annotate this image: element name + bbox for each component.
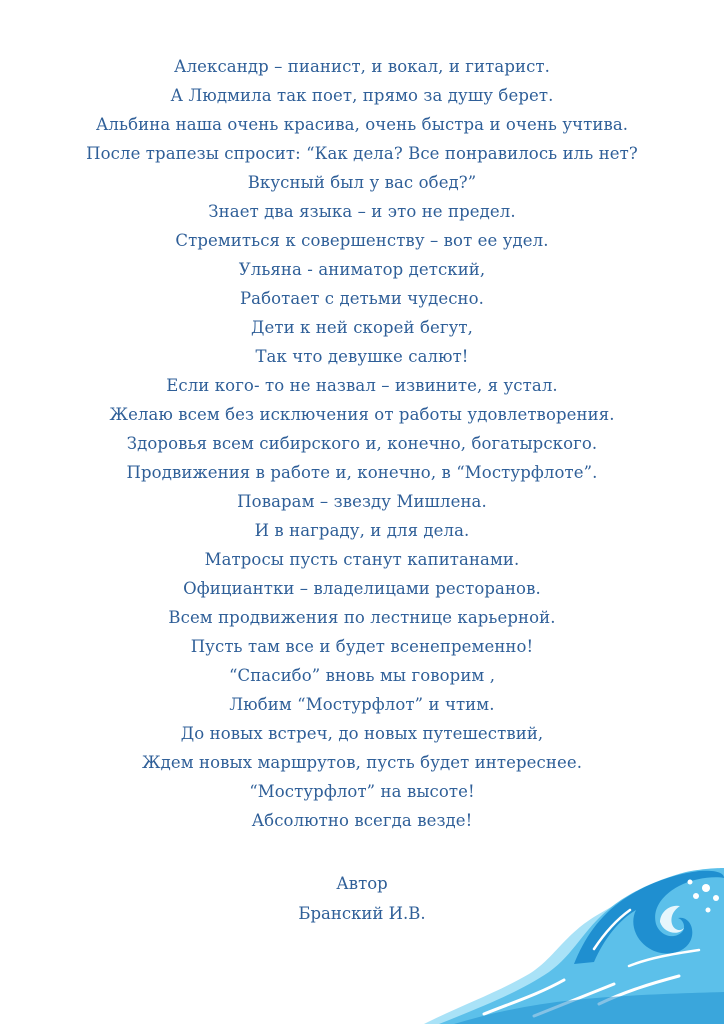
wave-foam-dot xyxy=(713,895,719,901)
poem-line: А Людмила так поет, прямо за душу берет. xyxy=(170,86,554,105)
poem-line: После трапезы спросит: “Как дела? Все понравилось иль нет? xyxy=(86,144,638,163)
poem-line: Здоровья всем сибирского и, конечно, богатырского. xyxy=(126,434,598,453)
poem-line: Желаю всем без исключения от работы удовлетворения. xyxy=(109,405,615,424)
poem-line: Альбина наша очень красива, очень быстра и очень учтива. xyxy=(95,115,629,134)
poem-line: Всем продвижения по лестнице карьерной. xyxy=(168,608,556,627)
author-label: Автор xyxy=(336,874,388,893)
poem-line: До новых встреч, до новых путешествий, xyxy=(180,724,544,743)
poem-line: Александр – пианист, и вокал, и гитарист. xyxy=(174,57,550,76)
poem-line: Матросы пусть станут капитанами. xyxy=(204,550,520,569)
poem-line: Дети к ней скорей бегут, xyxy=(251,318,473,337)
poem-line: “Мостурфлот” на высоте! xyxy=(249,782,475,801)
wave-foam-dot xyxy=(688,880,693,885)
wave-foam-dot xyxy=(702,884,710,892)
poem-line: Продвижения в работе и, конечно, в “Мостурфлоте”. xyxy=(126,463,598,482)
wave-foam-dot xyxy=(706,908,711,913)
poem-line: Ульяна - аниматор детский, xyxy=(238,260,486,279)
poem-line: Поварам – звезду Мишлена. xyxy=(237,492,487,511)
poem-line: Стремиться к совершенству – вот ее удел. xyxy=(175,231,549,250)
poem-line: “Спасибо” вновь мы говорим , xyxy=(228,666,496,685)
poem-line: Пусть там все и будет всенепременно! xyxy=(190,637,534,656)
poem-line: Работает с детьми чудесно. xyxy=(239,289,485,308)
poem-text xyxy=(0,52,724,835)
poem-line: И в награду, и для дела. xyxy=(254,521,470,540)
wave-icon xyxy=(424,854,724,1024)
poem-line: Знает два языка – и это не предел. xyxy=(208,202,516,221)
poem-line: Так что девушке салют! xyxy=(255,347,469,366)
author-name: Бранский И.В. xyxy=(298,904,426,923)
poem-line: Официантки – владелицами ресторанов. xyxy=(183,579,541,598)
poem-line: Если кого- то не назвал – извините, я устал. xyxy=(166,376,558,395)
poem-line: Любим “Мостурфлот” и чтим. xyxy=(229,695,495,714)
poem-line: Ждем новых маршрутов, пусть будет интереснее. xyxy=(141,753,583,772)
poem-line: Вкусный был у вас обед?” xyxy=(247,173,477,192)
poem-line: Абсолютно всегда везде! xyxy=(251,811,473,830)
wave-foam-dot xyxy=(693,893,699,899)
